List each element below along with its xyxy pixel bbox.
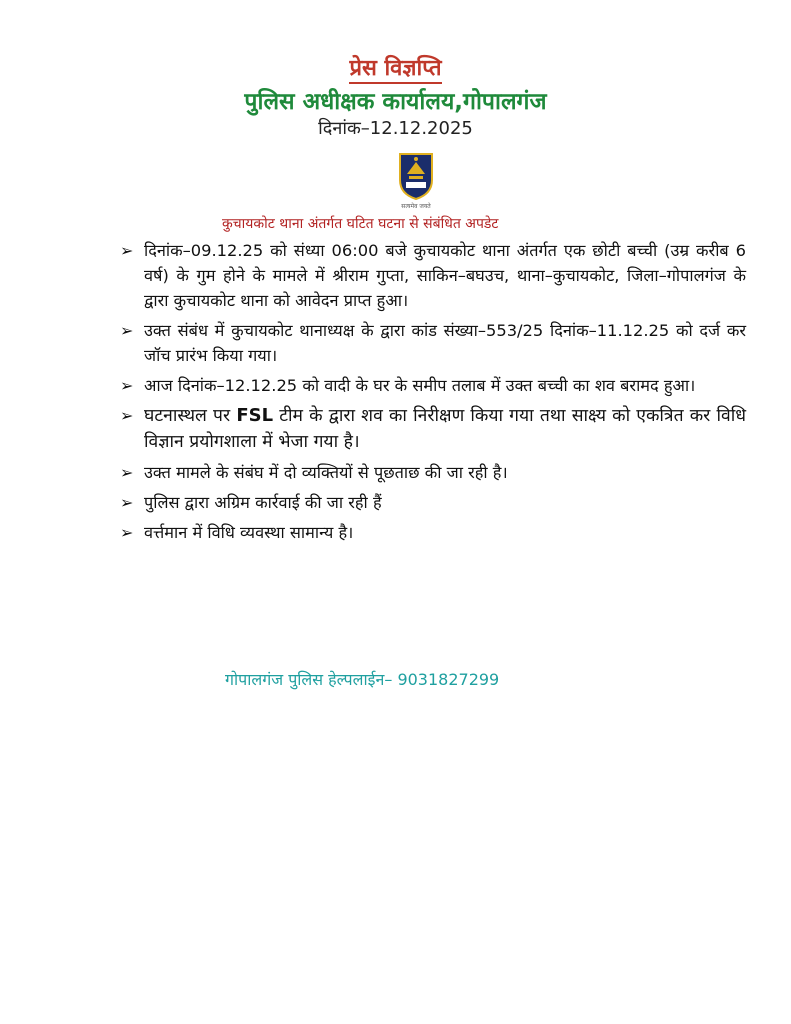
item-text: उक्त मामले के संबंघ में दो व्यक्तियों से पूछताछ की जा रही है। <box>144 463 508 482</box>
list-item <box>120 238 746 313</box>
item-text: उक्त संबंध में कुचायकोट थानाध्यक्ष के द्वारा कांड संख्या–553/25 दिनांक–11.12.25 को दर्ज कर जॉच प्रारंभ किया गया। <box>144 321 746 365</box>
item-text: पुलिस द्वारा अग्रिम कार्रवाई की जा रही हैं <box>144 493 382 512</box>
item-text: आज दिनांक–12.12.25 को वादी के घर के समीप तलाब में उक्त बच्ची का शव बरामद हुआ। <box>144 376 696 395</box>
arrow-bullet-icon: ➢ <box>120 321 134 340</box>
list-item <box>120 373 746 398</box>
arrow-bullet-icon: ➢ <box>120 376 134 395</box>
police-helpline: गोपालगंज पुलिस हेल्पलाईन– 9031827299 <box>225 670 500 689</box>
fsl-label: FSL <box>236 405 274 426</box>
arrow-bullet-icon: ➢ <box>120 493 134 512</box>
item-text: वर्त्तमान में विधि व्यवस्था सामान्य है। <box>144 523 354 542</box>
item-text: दिनांक–09.12.25 को संध्या 06:00 बजे कुचायकोट थाना अंतर्गत एक छोटी बच्ची (उम्र करीब 6 वर्ष) के गुम होने के मामले में श्रीराम गुप्ता, साकिन–बघउच, थाना–कुचायकोट, जिला–गोपालगंज के द्वारा कुचायकोट थाना को आवेदन प्राप्त हुआ। <box>144 241 746 310</box>
arrow-bullet-icon: ➢ <box>120 523 134 542</box>
arrow-bullet-icon: ➢ <box>120 463 134 482</box>
item-text-before: घटनास्थल पर <box>144 406 237 426</box>
arrow-bullet-icon: ➢ <box>120 406 134 425</box>
logo-caption: सत्यमेव जयते <box>401 203 431 210</box>
bihar-police-emblem-icon <box>398 150 434 200</box>
item-text-after: टीम के द्वारा शव का निरीक्षण किया गया तथा साक्ष्य को एकत्रित कर विधि विज्ञान प्रयोगशाला में भेजा गया है। <box>144 406 746 452</box>
arrow-bullet-icon: ➢ <box>120 241 134 260</box>
list-item <box>120 520 746 545</box>
subject-line: कुचायकोट थाना अंतर्गत घटित घटना से संबंधित अपडेट <box>222 216 499 232</box>
press-release-title: प्रेस विज्ञप्ति <box>0 52 791 82</box>
release-date: दिनांक–12.12.2025 <box>318 118 473 139</box>
list-item <box>120 318 746 368</box>
list-item <box>120 490 746 515</box>
update-points-list <box>120 238 746 550</box>
list-item <box>120 460 746 485</box>
list-item <box>120 403 746 455</box>
office-title: पुलिस अधीक्षक कार्यालय,गोपालगंज <box>244 89 547 115</box>
